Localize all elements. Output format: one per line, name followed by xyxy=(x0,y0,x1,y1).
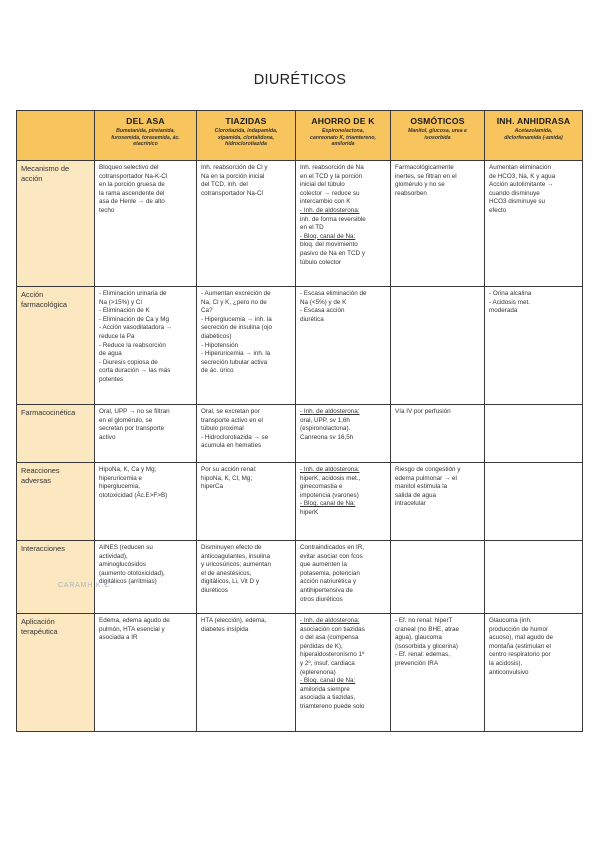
cell-line: Na (>15%) y Cl xyxy=(99,298,142,306)
table-cell xyxy=(296,161,391,287)
cell-line: Contraindicados en IR, xyxy=(300,544,365,551)
cell-line: hiperK xyxy=(300,508,319,516)
column-drugs: Clorotiazida, indapamida, xipamida, clortalidona, hidroclorotiazida xyxy=(214,128,278,148)
cell-line: - Inh. de aldosterona: xyxy=(300,466,360,473)
cell-line: Ca? xyxy=(201,307,213,315)
cell-line: cotransportador Na-K-Cl xyxy=(99,172,168,180)
cell-line: diurética xyxy=(300,315,324,323)
cell-line: reduce la Pa xyxy=(99,332,135,340)
cell-line: hiperaldosteronismo 1º xyxy=(300,651,365,659)
table-cell xyxy=(485,287,583,405)
row-label xyxy=(17,287,95,405)
table-cell xyxy=(197,541,296,614)
cell-line: - Aumentan excreción de xyxy=(201,290,271,297)
cell-line: Oral, UPP → no se filtran xyxy=(99,408,170,415)
cell-line: acción xyxy=(21,173,43,183)
header-row xyxy=(17,111,583,161)
cell-line: asa de Henle → de alto xyxy=(99,198,165,206)
cell-line: Edema, edema agudo de xyxy=(99,617,170,624)
row-label xyxy=(17,463,95,541)
cell-line: Acción autolimitante → xyxy=(489,181,554,189)
cell-line: acuoso), mal agudo de xyxy=(489,634,554,642)
cell-line: farmacológica xyxy=(21,299,68,309)
table-cell xyxy=(391,287,485,405)
cell-line: cuando disminuye xyxy=(489,189,540,197)
cell-line: - Acción vasodilatadora → xyxy=(99,324,173,332)
table-cell xyxy=(95,161,197,287)
cell-line: efecto xyxy=(489,206,507,214)
cell-line: hiperuricemia e xyxy=(99,474,143,482)
table-cell xyxy=(296,614,391,732)
cell-line: de HCO3, Na, K y agua xyxy=(489,172,556,180)
cell-line: que aumenten la xyxy=(300,561,347,569)
cell-line: activo xyxy=(99,433,116,441)
watermark: CARAMH K.C xyxy=(58,582,110,589)
table-row xyxy=(17,541,583,614)
cell-line: Na (<5%) y de K xyxy=(300,298,347,306)
table-row xyxy=(17,287,583,405)
cell-line: - Bloq. canal de Na: xyxy=(300,677,356,685)
cell-line: manitol estimula la xyxy=(395,483,448,491)
column-name: AHORRO DE K xyxy=(311,116,375,126)
cell-line: - Hiperglucemia → inh. la xyxy=(201,315,272,323)
cell-line: inicial del túbulo xyxy=(300,181,345,189)
cell-line: (isosorbida y glicerina) xyxy=(395,642,458,650)
table-row xyxy=(17,463,583,541)
cell-line: anticonvulsivo xyxy=(489,668,529,676)
cell-line: - Hipotensión xyxy=(201,341,239,349)
cell-line: hiperCa xyxy=(201,483,224,491)
cell-line: - Acidosis met. xyxy=(489,298,530,306)
cell-line: y 2º, insuf. cardiaca xyxy=(300,659,355,667)
cell-line: - Inh. de aldosterona: xyxy=(300,408,360,415)
column-header xyxy=(485,111,583,161)
cell-line: agua), glaucoma xyxy=(395,634,442,642)
cell-line: acumula en hematíes xyxy=(201,442,262,450)
cell-line: secreción tubular activa xyxy=(201,358,268,366)
cell-line: Glaucoma (inh. xyxy=(489,617,532,624)
cell-line: de ác. úrico xyxy=(201,367,234,375)
cell-line: antihipertensiva de xyxy=(300,586,353,594)
cell-line: en la porción gruesa de xyxy=(99,181,165,189)
cell-line: túbulo proximal xyxy=(201,425,244,433)
cell-line: anticoagulantes, insulina xyxy=(201,552,270,560)
cell-line: techo xyxy=(99,206,115,214)
table-cell xyxy=(197,287,296,405)
cell-line: acción natriurética y xyxy=(300,578,356,586)
table-cell xyxy=(197,463,296,541)
cell-line: pulmón, HTA esencial y xyxy=(99,625,165,633)
table-cell xyxy=(296,463,391,541)
table-cell xyxy=(485,614,583,732)
cell-line: - Reduce la reabsorción xyxy=(99,341,166,349)
cell-line: Acción xyxy=(21,290,44,299)
cell-line: la acidosis), xyxy=(489,659,523,667)
cell-line: adversas xyxy=(21,475,51,485)
cell-line: Aumentan eliminación xyxy=(489,164,551,171)
page-title: DIURÉTICOS xyxy=(253,72,347,88)
cell-line: Na, Cl y K, ¿pero no de xyxy=(201,298,267,306)
cell-line: HCO3 disminuye su xyxy=(489,198,545,206)
cell-line: otros diuréticos xyxy=(300,595,343,603)
cell-line: - Eliminación de Ca y Mg xyxy=(99,315,169,323)
cell-line: del TCD, inh. del xyxy=(201,181,248,189)
cell-line: - Inh. de aldosterona: xyxy=(300,617,360,624)
cell-line: Oral, se excretan por xyxy=(201,408,260,415)
cell-line: diabéticos) xyxy=(201,332,232,340)
cell-line: moderada xyxy=(489,307,518,315)
column-name: INH. ANHIDRASA xyxy=(496,116,571,126)
table-cell xyxy=(197,405,296,463)
column-header xyxy=(197,111,296,161)
cell-line: intercambio con K xyxy=(300,198,351,206)
cell-line: en el glomérulo, se xyxy=(99,416,153,424)
table-cell xyxy=(95,287,197,405)
cell-line: - Inh. de aldosterona: xyxy=(300,206,360,214)
cell-line: - Hidroclorotiazida → se xyxy=(201,433,269,441)
cell-line: diuréticos xyxy=(201,586,228,594)
cell-line: Por su acción renal: xyxy=(201,466,257,473)
cell-line: terapéutica xyxy=(21,626,58,636)
row-label xyxy=(17,405,95,463)
column-name: TIAZIDAS xyxy=(225,116,267,126)
cell-line: inertes, se filtran en el xyxy=(395,172,457,180)
cell-line: el de anestésicos, xyxy=(201,569,252,577)
cell-line: (espironolactona). xyxy=(300,425,351,433)
cell-line: Riesgo de congestión y xyxy=(395,466,461,473)
column-drugs: Espironolactona, canreonato K, triamtereno, amilorida xyxy=(309,128,376,148)
cell-line: Disminuyen efecto de xyxy=(201,544,262,551)
column-drugs: Acetazolamida, diclorfenamida (-amida) xyxy=(504,128,563,141)
cell-line: triamtereno puede solo xyxy=(300,702,365,710)
cell-line: Mecanismo de xyxy=(21,164,70,173)
cell-line: (eplerenona) xyxy=(300,668,336,676)
cell-line: inh. de forma reversible xyxy=(300,215,366,223)
table-cell xyxy=(391,614,485,732)
cell-line: y uricosúricos; aumentan xyxy=(201,561,271,569)
cell-line: colector → reduce su xyxy=(300,189,360,197)
table-cell xyxy=(391,405,485,463)
cell-line: secretan por transporte xyxy=(99,425,165,433)
cell-line: - Eliminación de K xyxy=(99,307,150,315)
cell-line: intracelular xyxy=(395,500,426,508)
cell-line: producción de humor xyxy=(489,625,549,633)
cell-line: potentes xyxy=(99,375,124,383)
table-cell xyxy=(95,614,197,732)
cell-line: cotransportador Na-Cl xyxy=(201,189,263,197)
table-cell xyxy=(391,463,485,541)
cell-line: hipoNa, K, Cl, Mg; xyxy=(201,474,253,482)
table-row xyxy=(17,614,583,732)
cell-line: reabsorben xyxy=(395,189,427,197)
table-cell xyxy=(391,161,485,287)
cell-line: AINES (reducen su xyxy=(99,544,153,551)
column-header xyxy=(95,111,197,161)
cell-line: - Escasa acción xyxy=(300,307,345,315)
cell-line: diabetes insípida xyxy=(201,625,249,633)
column-name: DEL ASA xyxy=(126,116,165,126)
table-cell xyxy=(197,614,296,732)
cell-line: HipoNa, K, Ca y Mg; xyxy=(99,466,157,473)
cell-line: Interacciones xyxy=(21,544,65,553)
table-cell xyxy=(296,541,391,614)
cell-line: ototoxicidad (Ác.E>F>B) xyxy=(99,491,168,499)
table-row xyxy=(17,405,583,463)
cell-line: pérdidas de K), xyxy=(300,642,343,650)
cell-line: Inh. reabsorción de Cl y xyxy=(201,164,268,171)
cell-line: asociación con tiazidas xyxy=(300,625,365,633)
column-drugs: Manitol, glucosa, urea e isosorbida xyxy=(408,128,467,141)
row-label xyxy=(17,541,95,614)
cell-line: impotencia (varones) xyxy=(300,491,359,499)
cell-line: (aumento ototoxicidad), xyxy=(99,569,165,577)
cell-line: Na en la porción inicial xyxy=(201,172,265,180)
table-cell xyxy=(485,541,583,614)
cell-line: evitar asociar con fcos xyxy=(300,552,363,560)
corner-cell xyxy=(17,111,95,161)
table-cell xyxy=(485,405,583,463)
table-cell xyxy=(95,541,197,614)
table-cell xyxy=(95,463,197,541)
cell-line: hiperglucemia, xyxy=(99,483,140,491)
cell-line: ginecomastia e xyxy=(300,483,343,491)
cell-line: actividad), xyxy=(99,552,128,560)
cell-line: - Ef. no renal: hiperT xyxy=(395,617,453,624)
cell-line: - Ef. renal: edemas, xyxy=(395,651,450,659)
cell-line: HTA (elección), edema, xyxy=(201,617,267,624)
cell-line: la rama ascendente del xyxy=(99,189,165,197)
cell-line: glomérulo y no se xyxy=(395,181,445,189)
cell-line: montaña (estimulan el xyxy=(489,642,551,650)
table-cell xyxy=(296,287,391,405)
cell-line: - Eliminación urinaria de xyxy=(99,290,167,297)
table-row xyxy=(17,161,583,287)
cell-line: Farmacológicamente xyxy=(395,164,454,171)
cell-line: Inh. reabsorción de Na xyxy=(300,164,364,171)
cell-line: centro respiratorio por xyxy=(489,651,551,659)
table-cell xyxy=(485,161,583,287)
cell-line: Reacciones xyxy=(21,466,60,475)
cell-line: - Diuresis copiosa de xyxy=(99,358,158,366)
cell-line: Aplicación xyxy=(21,617,55,626)
cell-line: Farmacocinética xyxy=(21,408,76,417)
cell-line: digitálicos (arritmias) xyxy=(99,578,157,586)
cell-line: Vía IV por perfusión xyxy=(395,408,451,415)
cell-line: en el TD xyxy=(300,224,324,232)
cell-line: en el TCD y la porción xyxy=(300,172,363,180)
table-cell xyxy=(197,161,296,287)
cell-line: o del asa (compensa xyxy=(300,634,359,642)
diureticos-table xyxy=(16,110,583,732)
cell-line: asociada a tiazidas, xyxy=(300,694,356,702)
table-cell xyxy=(485,463,583,541)
cell-line: corta duración → las más xyxy=(99,367,171,375)
cell-line: transporte activo en el xyxy=(201,416,263,424)
cell-line: - Escasa eliminación de xyxy=(300,290,367,297)
cell-line: - Hiperuricemia → inh. la xyxy=(201,350,271,358)
cell-line: oral, UPP, sv 1,6h xyxy=(300,416,350,424)
row-label xyxy=(17,161,95,287)
cell-line: - Bloq. canal de Na: xyxy=(300,232,356,240)
cell-line: secreción de insulina (ojo xyxy=(201,324,273,332)
cell-line: prevención IRA xyxy=(395,659,439,667)
table-cell xyxy=(296,405,391,463)
column-drugs: Bumetanida, piretanida, furosemida, torasemida, ác. etacrínico xyxy=(111,128,180,148)
table-cell xyxy=(391,541,485,614)
table-body xyxy=(17,161,583,732)
column-header xyxy=(391,111,485,161)
cell-line: túbulo colector xyxy=(300,258,341,266)
row-label xyxy=(17,614,95,732)
cell-line: digitálicos, Li, Vit D y xyxy=(201,578,259,586)
column-header xyxy=(296,111,391,161)
cell-line: amilorida siempre xyxy=(300,685,350,693)
cell-line: - Bloq. canal de Na: xyxy=(300,500,356,508)
cell-line: - Orina alcalina xyxy=(489,290,532,297)
cell-line: asociada a IR xyxy=(99,634,138,642)
cell-line: Canreona sv 16,5h xyxy=(300,433,354,441)
cell-line: craneal (no BHE, atrae xyxy=(395,625,460,633)
table-cell xyxy=(95,405,197,463)
cell-line: de agua xyxy=(99,350,122,358)
cell-line: hiperK, acidosis met., xyxy=(300,474,361,482)
cell-line: bloq. del movimiento xyxy=(300,241,358,249)
cell-line: aminoglucósidos xyxy=(99,561,146,569)
cell-line: edema pulmonar → el xyxy=(395,474,457,482)
cell-line: Bloqueo selectivo del xyxy=(99,164,159,171)
cell-line: potasemia, potencian xyxy=(300,569,360,577)
cell-line: salida de agua xyxy=(395,491,436,499)
column-name: OSMÓTICOS xyxy=(410,116,465,126)
cell-line: pasivo de Na en TCD y xyxy=(300,249,365,257)
